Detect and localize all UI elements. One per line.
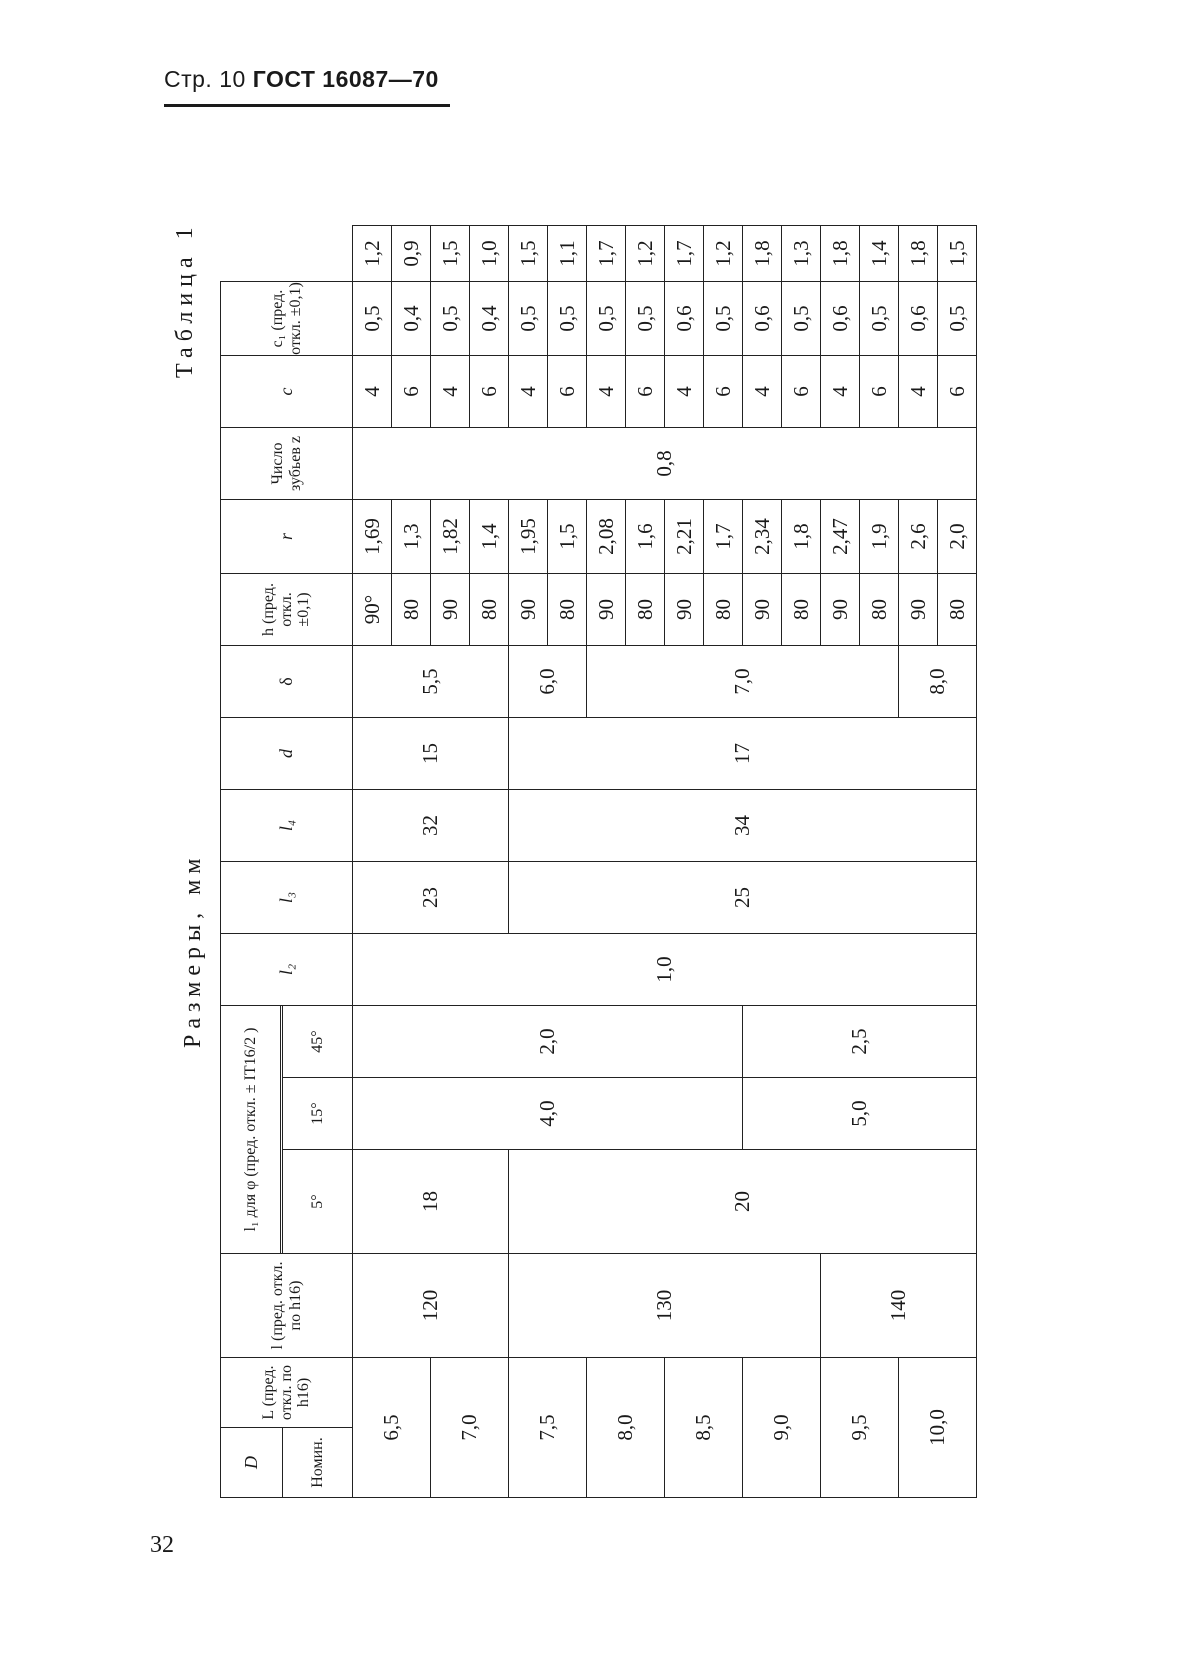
cell-z: 4 bbox=[821, 356, 860, 428]
cell-D: 9,5 bbox=[821, 1358, 899, 1498]
cell-delta: 90 bbox=[743, 574, 782, 646]
cell-delta: 80 bbox=[782, 574, 821, 646]
cell-D: 6,5 bbox=[353, 1358, 431, 1498]
cell-c1: 1,2 bbox=[353, 226, 392, 282]
cell-delta: 80 bbox=[470, 574, 509, 646]
cell-delta: 90 bbox=[899, 574, 938, 646]
cell-c1: 1,5 bbox=[938, 226, 977, 282]
cell-c1: 1,8 bbox=[899, 226, 938, 282]
cell-phi45: 1,0 bbox=[353, 934, 977, 1006]
cell-c1: 1,2 bbox=[626, 226, 665, 282]
page-header bbox=[164, 66, 439, 93]
cell-z: 6 bbox=[470, 356, 509, 428]
cell-h: 2,34 bbox=[743, 500, 782, 574]
cell-D: 7,5 bbox=[509, 1358, 587, 1498]
cell-delta: 90° bbox=[353, 574, 392, 646]
header-rule bbox=[164, 104, 450, 107]
cell-c1: 1,3 bbox=[782, 226, 821, 282]
cell-z: 6 bbox=[626, 356, 665, 428]
table-subtitle: Размеры, мм bbox=[180, 852, 206, 1048]
cell-l: 18 bbox=[353, 1150, 509, 1254]
cell-c: 0,5 bbox=[938, 282, 977, 356]
cell-c: 0,5 bbox=[431, 282, 470, 356]
cell-L: 130 bbox=[509, 1254, 821, 1358]
cell-delta: 80 bbox=[626, 574, 665, 646]
dimensions-table bbox=[220, 225, 977, 1498]
cell-delta: 90 bbox=[665, 574, 704, 646]
cell-z: 6 bbox=[782, 356, 821, 428]
cell-h: 2,0 bbox=[938, 500, 977, 574]
cell-l: 20 bbox=[509, 1150, 977, 1254]
cell-l2: 23 bbox=[353, 862, 509, 934]
cell-z: 4 bbox=[665, 356, 704, 428]
cell-D: 9,0 bbox=[743, 1358, 821, 1498]
cell-d: 7,0 bbox=[587, 646, 899, 718]
cell-c: 0,6 bbox=[821, 282, 860, 356]
cell-c1: 1,5 bbox=[431, 226, 470, 282]
cell-delta: 80 bbox=[860, 574, 899, 646]
cell-h: 2,21 bbox=[665, 500, 704, 574]
cell-h: 1,9 bbox=[860, 500, 899, 574]
page-number: 32 bbox=[150, 1532, 174, 1558]
cell-delta: 90 bbox=[821, 574, 860, 646]
cell-c1: 1,1 bbox=[548, 226, 587, 282]
cell-h: 2,47 bbox=[821, 500, 860, 574]
header-c1: c₁ (пред. откл. ±0,1) bbox=[221, 282, 353, 356]
cell-h: 1,7 bbox=[704, 500, 743, 574]
standard-number: ГОСТ 16087—70 bbox=[252, 66, 439, 92]
table-row bbox=[353, 226, 392, 1498]
cell-z: 6 bbox=[704, 356, 743, 428]
cell-h: 1,6 bbox=[626, 500, 665, 574]
cell-z: 4 bbox=[431, 356, 470, 428]
cell-h: 1,82 bbox=[431, 500, 470, 574]
cell-D: 8,5 bbox=[665, 1358, 743, 1498]
cell-l3: 32 bbox=[353, 790, 509, 862]
cell-c1: 1,4 bbox=[860, 226, 899, 282]
cell-L: 140 bbox=[821, 1254, 977, 1358]
cell-phi5: 5,0 bbox=[743, 1078, 977, 1150]
cell-l3: 34 bbox=[509, 790, 977, 862]
header-l1: l₁ для φ (пред. откл. ± IT16/2 ) bbox=[221, 1006, 281, 1254]
header-L: L (пред. откл. по h16) bbox=[221, 1358, 353, 1428]
cell-z: 6 bbox=[392, 356, 431, 428]
cell-h: 1,4 bbox=[470, 500, 509, 574]
table-rotation bbox=[168, 148, 1108, 1528]
cell-D: 7,0 bbox=[431, 1358, 509, 1498]
header-l3: l₃ bbox=[221, 862, 353, 934]
header-l: l (пред. откл. по h16) bbox=[221, 1254, 353, 1358]
cell-delta: 90 bbox=[509, 574, 548, 646]
header-D-nom: Номин. bbox=[283, 1428, 353, 1498]
cell-delta: 80 bbox=[938, 574, 977, 646]
cell-h: 1,8 bbox=[782, 500, 821, 574]
cell-c: 0,6 bbox=[899, 282, 938, 356]
cell-c: 0,4 bbox=[470, 282, 509, 356]
table-title: Таблица 1 bbox=[172, 221, 198, 378]
cell-c: 0,5 bbox=[704, 282, 743, 356]
header-phi15: 15° bbox=[283, 1078, 353, 1150]
cell-h: 1,3 bbox=[392, 500, 431, 574]
cell-c1: 1,7 bbox=[587, 226, 626, 282]
cell-z: 4 bbox=[899, 356, 938, 428]
cell-c: 0,5 bbox=[782, 282, 821, 356]
cell-h: 1,95 bbox=[509, 500, 548, 574]
header-l4: l₄ bbox=[221, 790, 353, 862]
cell-c1: 0,9 bbox=[392, 226, 431, 282]
cell-c: 0,5 bbox=[548, 282, 587, 356]
cell-delta: 80 bbox=[704, 574, 743, 646]
caption-row bbox=[168, 148, 216, 1528]
cell-r: 0,8 bbox=[353, 428, 977, 500]
cell-D: 10,0 bbox=[899, 1358, 977, 1498]
cell-z: 4 bbox=[509, 356, 548, 428]
header-delta: δ bbox=[221, 646, 353, 718]
cell-delta: 90 bbox=[587, 574, 626, 646]
cell-c: 0,5 bbox=[860, 282, 899, 356]
header-r: r bbox=[221, 500, 353, 574]
header-phi5: 5° bbox=[283, 1150, 353, 1254]
cell-l2: 25 bbox=[509, 862, 977, 934]
cell-c: 0,6 bbox=[665, 282, 704, 356]
table-row bbox=[509, 226, 548, 1498]
cell-delta: 80 bbox=[392, 574, 431, 646]
cell-z: 6 bbox=[860, 356, 899, 428]
cell-phi15: 2,5 bbox=[743, 1006, 977, 1078]
cell-z: 6 bbox=[548, 356, 587, 428]
header-c: c bbox=[221, 356, 353, 428]
cell-d: 5,5 bbox=[353, 646, 509, 718]
cell-c1: 1,7 bbox=[665, 226, 704, 282]
cell-D: 8,0 bbox=[587, 1358, 665, 1498]
cell-c1: 1,5 bbox=[509, 226, 548, 282]
cell-z: 6 bbox=[938, 356, 977, 428]
cell-h: 2,6 bbox=[899, 500, 938, 574]
cell-c: 0,5 bbox=[509, 282, 548, 356]
cell-c: 0,5 bbox=[353, 282, 392, 356]
cell-c1: 1,8 bbox=[743, 226, 782, 282]
cell-c: 0,4 bbox=[392, 282, 431, 356]
cell-h: 1,5 bbox=[548, 500, 587, 574]
header-d: d bbox=[221, 718, 353, 790]
cell-phi5: 4,0 bbox=[353, 1078, 743, 1150]
header-D: D bbox=[221, 1428, 283, 1498]
rotated-table-area bbox=[168, 148, 1108, 1528]
cell-phi15: 2,0 bbox=[353, 1006, 743, 1078]
cell-c: 0,5 bbox=[626, 282, 665, 356]
cell-l4: 15 bbox=[353, 718, 509, 790]
header-phi45: 45° bbox=[283, 1006, 353, 1078]
cell-c1: 1,8 bbox=[821, 226, 860, 282]
cell-delta: 90 bbox=[431, 574, 470, 646]
cell-z: 4 bbox=[353, 356, 392, 428]
cell-c1: 1,2 bbox=[704, 226, 743, 282]
cell-z: 4 bbox=[587, 356, 626, 428]
cell-d: 8,0 bbox=[899, 646, 977, 718]
cell-l4: 17 bbox=[509, 718, 977, 790]
page-prefix: Стр. 10 bbox=[164, 66, 246, 92]
header-z: Число зубьев z bbox=[221, 428, 353, 500]
cell-L: 120 bbox=[353, 1254, 509, 1358]
cell-delta: 80 bbox=[548, 574, 587, 646]
cell-z: 4 bbox=[743, 356, 782, 428]
cell-d: 6,0 bbox=[509, 646, 587, 718]
cell-h: 1,69 bbox=[353, 500, 392, 574]
cell-h: 2,08 bbox=[587, 500, 626, 574]
cell-c: 0,5 bbox=[587, 282, 626, 356]
header-l2: l₂ bbox=[221, 934, 353, 1006]
cell-c: 0,6 bbox=[743, 282, 782, 356]
cell-c1: 1,0 bbox=[470, 226, 509, 282]
header-h: h (пред. откл. ±0,1) bbox=[221, 574, 353, 646]
